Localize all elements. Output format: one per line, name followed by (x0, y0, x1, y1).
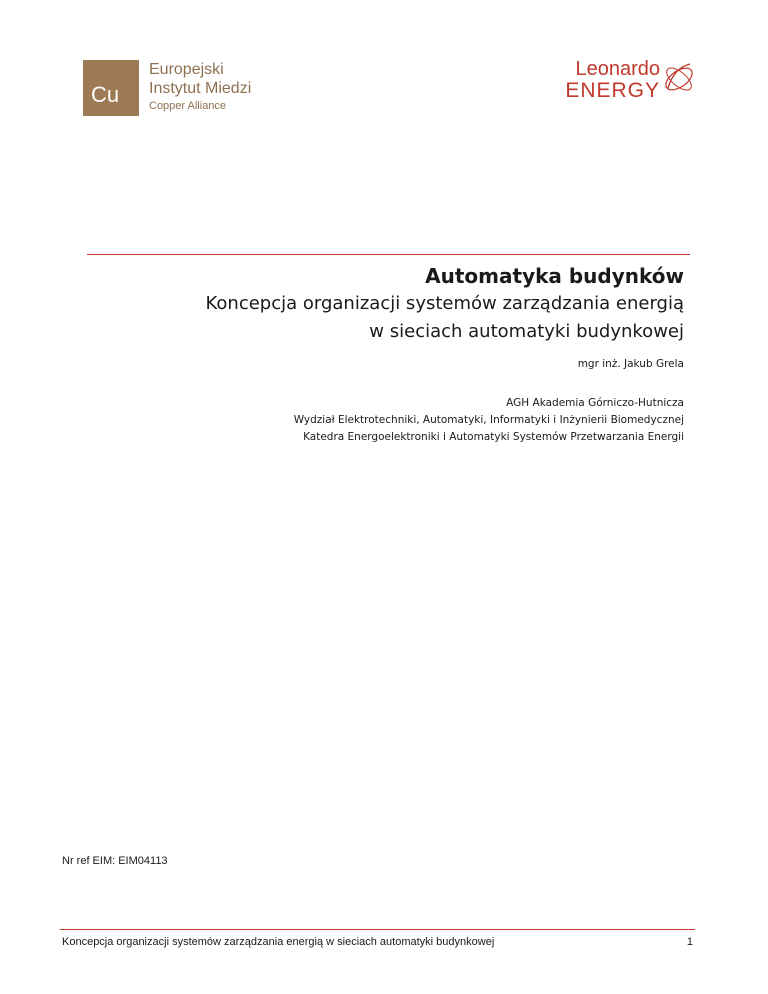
affiliation-line: AGH Akademia Górniczo-Hutnicza (506, 397, 684, 409)
title-divider (87, 254, 690, 255)
leonardo-logo-line: ENERGY (565, 79, 660, 102)
eim-logo-line: Copper Alliance (149, 100, 227, 112)
affiliation-line: Wydział Elektrotechniki, Automatyki, Informatyki i Inżynierii Biomedycznej (293, 414, 684, 426)
eim-logo-line: Europejski (149, 61, 224, 78)
orbit-swirl-icon (660, 58, 698, 98)
leonardo-logo-text (565, 58, 660, 102)
affiliation-line: Katedra Energoelektroniki i Automatyki Systemów Przetwarzania Energii (303, 431, 684, 443)
affiliation (294, 395, 684, 446)
copper-symbol: Cu (83, 60, 139, 116)
author-name: mgr inż. Jakub Grela (577, 358, 684, 370)
eim-logo-text (149, 60, 251, 113)
leonardo-energy-logo (538, 56, 698, 108)
document-subtitle-line: w sieciach automatyki budynkowej (369, 321, 684, 342)
title-block (206, 262, 685, 346)
footer-divider (60, 929, 695, 930)
eim-logo-line: Instytut Miedzi (149, 80, 252, 97)
reference-number: Nr ref EIM: EIM04113 (62, 855, 168, 867)
leonardo-logo-line: Leonardo (575, 58, 660, 80)
eim-logo (83, 60, 303, 116)
document-title: Automatyka budynków (425, 264, 684, 288)
page-number: 1 (686, 936, 693, 948)
document-subtitle-line: Koncepcja organizacji systemów zarządzania energią (205, 293, 684, 314)
footer-title: Koncepcja organizacji systemów zarządzania energią w sieciach automatyki budynkowej (62, 936, 495, 948)
